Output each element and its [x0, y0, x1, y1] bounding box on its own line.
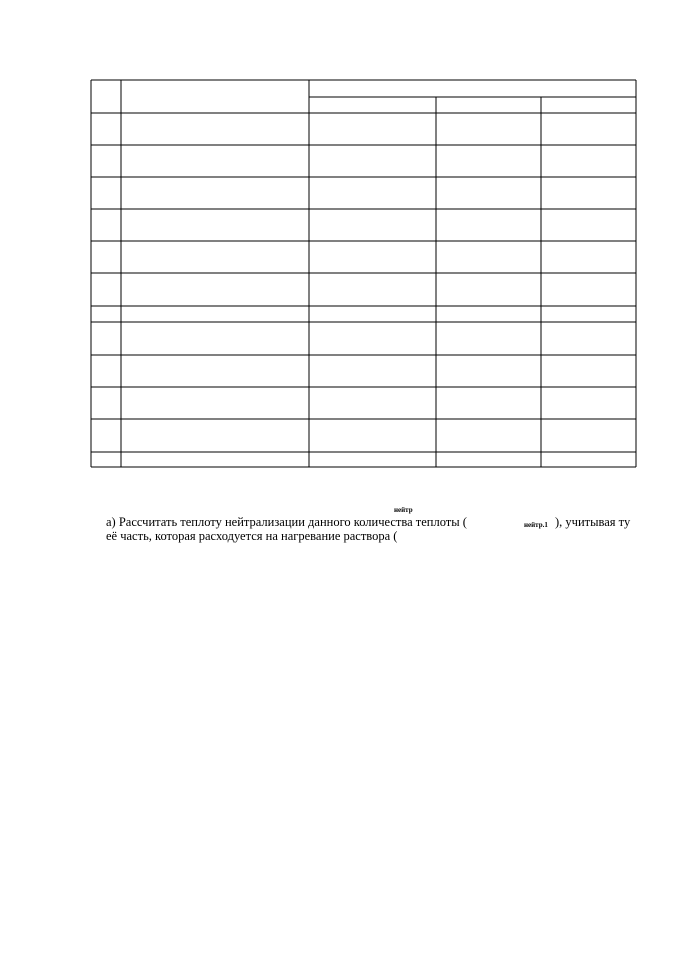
task-text-line-2: её часть, которая расходуется на нагревание раствора (: [106, 529, 398, 543]
task-text-line-1: а) Рассчитать теплоту нейтрализации данного количества теплоты (: [106, 515, 467, 529]
heat-symbol-subscript: нейтр.1: [524, 521, 548, 529]
heat-symbol-superscript: нейтр: [394, 506, 413, 514]
task-text-line-1-end: ), учитывая ту: [555, 515, 631, 529]
